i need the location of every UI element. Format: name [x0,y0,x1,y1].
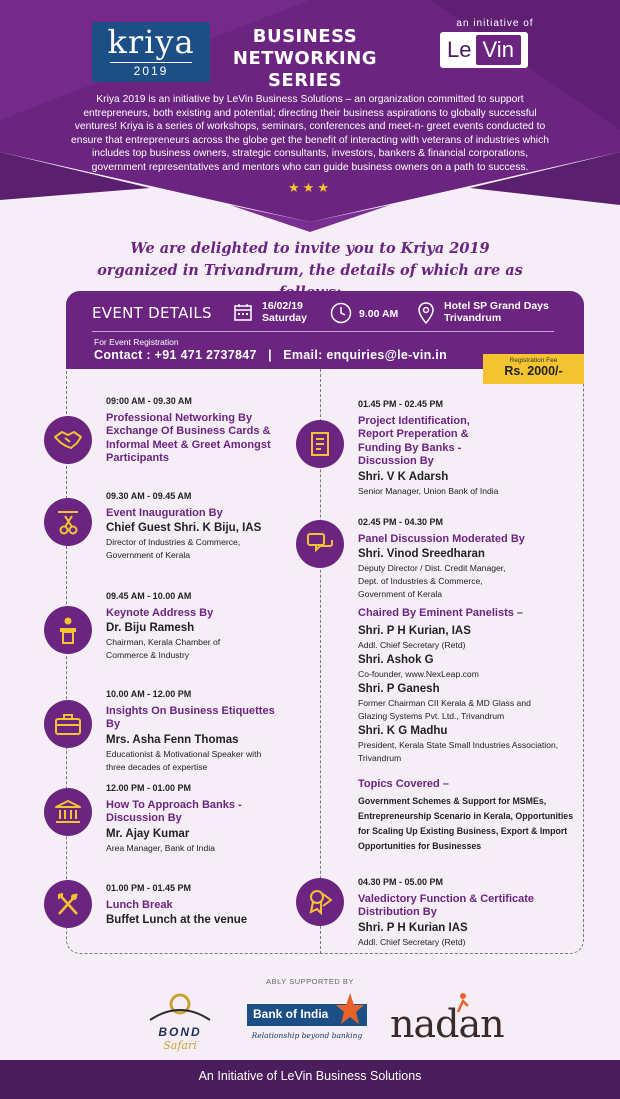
agenda-time: 12.00 PM - 01.00 PM [106,783,192,793]
event-details-title: EVENT DETAILS [92,304,212,322]
briefcase-icon [44,700,92,748]
panelist-name: Shri. P H Kurian, IAS [358,624,471,637]
agenda-speaker: Mr. Ajay Kumar [106,827,190,840]
bank-of-india-text: Bank of India [253,1007,329,1021]
registration-fee-badge [483,354,584,384]
bank-of-india-tagline: Relationship beyond banking [251,1031,363,1040]
header-divider [92,331,554,332]
agenda-speaker: Mrs. Asha Fenn Thomas [106,733,239,746]
levin-logo-vin: Vin [476,35,521,65]
agenda-title: Panel Discussion Moderated By [358,532,525,545]
panelist-desc: Former Chairman CII Kerala & MD Glass and Glazing Systems Pvt. Ltd., Trivandrum [358,697,531,721]
report-document-icon [296,420,344,468]
agenda-time: 09.45 AM - 10.00 AM [106,591,192,601]
agenda-speaker-desc: Deputy Director / Dist. Credit Manager, Dept. of Industries & Commerce, Government of Kerala [358,563,506,599]
speaker-podium-icon [44,606,92,654]
event-date [262,300,307,324]
panelist-item [358,723,576,765]
footer-bar: An Initiative of LeVin Business Solutions [0,1060,620,1099]
agenda-item-project [358,398,558,498]
agenda-item-keynote [106,590,276,662]
handshake-icon [44,416,92,464]
agenda-speaker: Shri. Vinod Sreedharan [358,548,485,560]
event-venue-line-1: Hotel SP Grand Days [444,300,549,312]
agenda-title: Event Inauguration By [106,506,223,519]
agenda-time: 01.45 PM - 02.45 PM [358,399,444,409]
agenda-speaker: Chief Guest Shri. K Biju, IAS [106,522,262,534]
agenda-speaker-desc: Director of Industries & Commerce, Government of Kerala [106,537,241,560]
kriya-logo-text: kriya [107,23,195,61]
agenda-speaker: Shri. P H Kurian IAS [358,921,468,934]
agenda-item-lunch [106,882,291,928]
supported-by-label: ABLY SUPPORTED BY [266,977,354,986]
stars-decoration: ★★★ [288,180,332,195]
agenda-speaker-desc: Chairman, Kerala Chamber of Commerce & Industry [106,637,221,660]
star-emblem-icon [335,992,365,1028]
agenda-item-valedictory [358,876,558,949]
contact-line: Contact : +91 471 2737847 | Email: enquiries@le-vin.in [94,348,448,362]
agenda-time: 02.45 PM - 04.30 PM [358,517,444,527]
safari-text: Safari [163,1039,197,1052]
invitation-line-1: We are delighted to invite you to Kriya 2019 [130,240,490,257]
panelist-name: Shri. Ashok G [358,653,434,666]
panelist-name: Shri. K G Madhu [358,724,448,737]
agenda-item-banks [106,782,276,855]
agenda-speaker: Dr. Biju Ramesh [106,622,195,634]
agenda-time: 04.30 PM - 05.00 PM [358,877,444,887]
agenda-speaker-desc: Addl. Chief Secretary (Retd) [358,936,466,947]
topics-section [358,778,580,854]
clock-icon [330,302,352,324]
event-day-value: Saturday [262,312,307,324]
agenda-title: Lunch Break [106,898,173,911]
bond-text: BOND [158,1025,202,1039]
topics-list: Government Schemes & Support for MSMEs, Entrepreneurship Scenario in Kerala, Opportunities for Scaling Up Existing Business, Export & Import Opportunities for Businesses [358,795,574,851]
nadan-text: nadan [390,1002,504,1046]
agenda-title: How To Approach Banks - Discussion By [106,798,242,824]
levin-logo-le: Le [447,37,472,62]
event-venue [444,300,549,324]
kriya-logo [92,22,210,82]
chat-bubbles-icon [296,520,344,568]
intro-paragraph: Kriya 2019 is an initiative by LeVin Business Solutions – an organization committed to support entrepreneurs, both existing and potential; directing their business aspirations to globally successful ventures! Kriya is a series of workshops, seminars, conferences and meet-n- greet events conducted to ensure that entrepreneurs across the globe get the benefit of interacting with veterans of industries which includes top business owners, strategic consultants, investors, bankers & financial corporations, government representatives and mentors who can guide business owners on a path to success. [71,94,549,173]
panelist-desc: Addl. Chief Secretary (Retd) [358,639,466,650]
panelist-item [358,652,576,681]
panelists-section [358,607,576,765]
agenda-title: Valedictory Function & Certificate Distribution By [358,892,535,918]
agenda-item-networking [106,395,276,466]
agenda-speaker-desc: Educationist & Motivational Speaker with three decades of expertise [106,748,262,772]
event-venue-line-2: Trivandrum [444,312,502,324]
registration-label: For Event Registration [94,337,179,347]
agenda-title: Insights On Business Etiquettes By [106,704,275,730]
agenda-speaker-desc: Senior Manager, Union Bank of India [358,485,499,496]
agenda-item-inauguration [106,490,291,562]
agenda-title: Keynote Address By [106,606,214,619]
agenda-time: 09.30 AM - 09.45 AM [106,491,192,501]
registration-fee-value: Rs. 2000/- [504,364,563,378]
agenda-title: Project Identification, Report Preperation & Funding By Banks - Discussion By [358,414,470,467]
initiative-label: an initiative of [456,18,534,29]
panelist-item [358,623,576,652]
bond-safari-logo [130,990,230,1052]
agenda-speaker-desc: Area Manager, Bank of India [106,842,215,853]
bank-icon [44,788,92,836]
fork-spoon-icon [44,880,92,928]
event-time: 9.00 AM [359,308,399,320]
location-pin-icon [418,302,434,324]
panelist-item [358,681,576,723]
ribbon-scissors-icon [44,498,92,546]
levin-logo [440,32,528,68]
agenda-speaker: Shri. V K Adarsh [358,470,449,483]
registration-fee-label: Registration Fee [509,357,558,364]
calendar-icon [234,303,252,321]
series-title: BUSINESS NETWORKING SERIES [232,26,378,91]
invitation-line-2: organized in Trivandrum, the details of which are as [97,262,523,279]
agenda-time: 01.00 PM - 01.45 PM [106,883,192,893]
agenda-speaker: Buffet Lunch at the venue [106,914,248,926]
bank-of-india-logo [247,994,367,1048]
event-date-value: 16/02/19 [262,300,303,312]
panelist-desc: President, Kerala State Small Industries Association, Trivandrum [358,739,559,763]
panelists-title: Chaired By Eminent Panelists – [358,607,524,619]
topics-title: Topics Covered – [358,778,449,790]
certificate-icon [296,878,344,926]
agenda-title: Professional Networking By Exchange Of Business Cards & Informal Meet & Greet Amongst Participants [106,411,271,464]
agenda-item-etiquettes [106,688,291,774]
bond-safari-emblem-icon [130,990,230,1026]
panelist-desc: Co-founder, www.NexLeap.com [358,668,479,679]
kriya-logo-year: 2019 [110,62,192,80]
nadan-logo [390,1000,530,1050]
panelist-name: Shri. P Ganesh [358,682,440,695]
agenda-time: 10.00 AM - 12.00 PM [106,689,192,699]
agenda-item-panel [358,516,558,601]
agenda-time: 09:00 AM - 09.30 AM [106,396,192,406]
